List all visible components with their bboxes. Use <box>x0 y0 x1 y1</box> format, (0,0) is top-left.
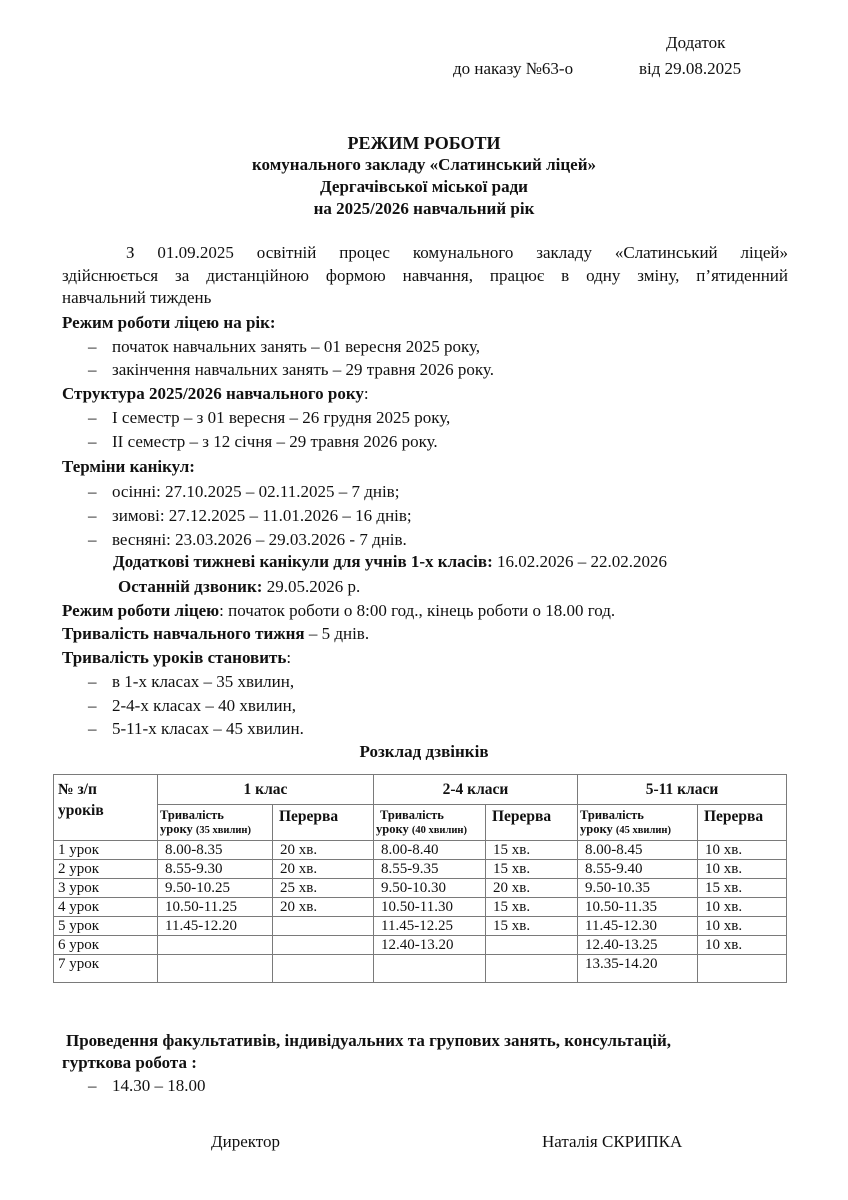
order-reference: до наказу №63-о <box>453 59 574 78</box>
group2-time-cell: 10.50-11.30 <box>374 898 486 917</box>
group3-break-cell: 10 хв. <box>698 841 787 860</box>
header-duration <box>374 805 486 841</box>
group3-break-cell: 10 хв. <box>698 917 787 936</box>
header-duration <box>158 805 273 841</box>
list-item <box>88 672 294 692</box>
group1-time-cell: 8.55-9.30 <box>158 860 273 879</box>
header-break: Перерва <box>486 805 578 841</box>
bell-schedule-title: Розклад дзвінків <box>359 742 489 761</box>
bell-schedule-table <box>53 774 787 983</box>
group3-time-cell: 9.50-10.35 <box>578 879 698 898</box>
group3-time-cell: 8.55-9.40 <box>578 860 698 879</box>
dash-bullet-icon: – <box>88 719 97 738</box>
electives-heading-line2: гурткова робота : <box>62 1053 197 1072</box>
header-duration-note: (40 хвилин) <box>411 825 467 836</box>
table-row <box>54 841 787 860</box>
last-bell-line <box>118 577 360 597</box>
intro-paragraph <box>62 242 788 310</box>
week-length-value: – 5 днів. <box>304 624 370 643</box>
group2-time-cell: 9.50-10.30 <box>374 879 486 898</box>
lesson-length-heading-line <box>62 648 291 668</box>
dash-bullet-icon: – <box>88 432 97 451</box>
list-item-text: осінні: 27.10.2025 – 02.11.2025 – 7 днів; <box>112 482 400 501</box>
group3-time-cell: 8.00-8.45 <box>578 841 698 860</box>
group2-break-cell: 15 хв. <box>486 898 578 917</box>
dash-bullet-icon: – <box>88 360 97 379</box>
dash-bullet-icon: – <box>88 530 97 549</box>
header-duration-line1: Тривалість <box>580 808 644 822</box>
table-row <box>54 936 787 955</box>
list-item-text: І семестр – з 01 вересня – 26 грудня 2025 року, <box>112 408 451 427</box>
page-title: РЕЖИМ РОБОТИ <box>347 133 501 153</box>
list-item-text: весняні: 23.03.2026 – 29.03.2026 - 7 днів. <box>112 530 407 549</box>
dash-bullet-icon: – <box>88 672 97 691</box>
header-duration-line2: уроку <box>376 822 409 836</box>
list-item-text: 5-11-х класах – 45 хвилин. <box>112 719 304 738</box>
list-item-text: в 1-х класах – 35 хвилин, <box>112 672 295 691</box>
group2-time-cell: 11.45-12.25 <box>374 917 486 936</box>
group2-break-cell <box>486 936 578 955</box>
list-item <box>88 530 407 550</box>
list-item-text: початок навчальних занять – 01 вересня 2025 року, <box>112 337 481 356</box>
group3-break-cell: 15 хв. <box>698 879 787 898</box>
group1-time-cell: 8.00-8.35 <box>158 841 273 860</box>
group1-break-cell <box>273 917 374 936</box>
group1-time-cell: 9.50-10.25 <box>158 879 273 898</box>
lesson-length-heading-suffix: : <box>286 648 292 667</box>
group1-break-cell: 20 хв. <box>273 841 374 860</box>
week-length-label: Тривалість навчального тижня <box>62 624 305 643</box>
group1-break-cell <box>273 955 374 983</box>
header-duration-line1: Тривалість <box>160 808 224 822</box>
group1-time-cell: 10.50-11.25 <box>158 898 273 917</box>
intro-line-1: З 01.09.2025 освітній процес комунального закладу «Слатинський ліцей» <box>126 243 788 262</box>
dash-bullet-icon: – <box>88 506 97 525</box>
header-duration-note: (45 хвилин) <box>615 825 671 836</box>
group1-time-cell <box>158 955 273 983</box>
table-row <box>54 860 787 879</box>
list-item <box>88 719 304 739</box>
structure-heading-suffix: : <box>363 384 369 403</box>
header-lesson-number-line1: № з/п <box>58 781 97 798</box>
lesson-length-heading: Тривалість уроків становить <box>62 648 287 667</box>
lesson-number-cell: 1 урок <box>54 841 158 860</box>
work-hours-value: : початок роботи о 8:00 год., кінець роботи о 18.00 год. <box>219 601 616 620</box>
title-council: Дергачівської міської ради <box>320 177 528 196</box>
group2-break-cell: 20 хв. <box>486 879 578 898</box>
header-duration-note: (35 хвилин) <box>195 825 251 836</box>
holidays-heading: Терміни канікул: <box>62 457 195 476</box>
group2-break-cell: 15 хв. <box>486 917 578 936</box>
group3-break-cell: 10 хв. <box>698 898 787 917</box>
header-lesson-number-line2: уроків <box>58 802 104 819</box>
header-duration-line1: Тривалість <box>380 808 444 822</box>
order-date: від 29.08.2025 <box>639 59 742 78</box>
extra-holidays-label: Додаткові тижневі канікули для учнів 1-х класів: <box>113 552 493 571</box>
group3-time-cell: 13.35-14.20 <box>578 955 698 983</box>
group1-break-cell <box>273 936 374 955</box>
group3-time-cell: 12.40-13.25 <box>578 936 698 955</box>
group3-break-cell: 10 хв. <box>698 860 787 879</box>
group1-time-cell <box>158 936 273 955</box>
group2-break-cell <box>486 955 578 983</box>
list-item <box>88 360 494 380</box>
group3-break-cell: 10 хв. <box>698 936 787 955</box>
list-item-text: зимові: 27.12.2025 – 11.01.2026 – 16 днів; <box>112 506 412 525</box>
signature-name: Наталія СКРИПКА <box>542 1132 683 1151</box>
list-item <box>88 337 480 357</box>
header-duration-line2: уроку <box>580 822 613 836</box>
table-subheader-row <box>54 805 787 841</box>
group2-break-cell: 15 хв. <box>486 860 578 879</box>
lesson-number-cell: 3 урок <box>54 879 158 898</box>
signature-position: Директор <box>211 1132 280 1151</box>
extra-holidays-value: 16.02.2026 – 22.02.2026 <box>492 552 667 571</box>
week-length-line <box>62 624 369 644</box>
list-item <box>88 1076 206 1096</box>
header-break: Перерва <box>698 805 787 841</box>
dash-bullet-icon: – <box>88 1076 97 1095</box>
group1-break-cell: 20 хв. <box>273 860 374 879</box>
group2-time-cell: 8.55-9.35 <box>374 860 486 879</box>
group1-break-cell: 20 хв. <box>273 898 374 917</box>
table-row <box>54 879 787 898</box>
intro-line-2: здійснюється за дистанційною формою навчання, працює в одну зміну, п’ятиденний <box>62 265 788 285</box>
list-item <box>88 408 450 428</box>
structure-heading: Структура 2025/2026 навчального року <box>62 384 364 403</box>
list-item-text: закінчення навчальних занять – 29 травня 2026 року. <box>112 360 494 379</box>
list-item-text: 2-4-х класах – 40 хвилин, <box>112 696 296 715</box>
dash-bullet-icon: – <box>88 337 97 356</box>
group1-break-cell: 25 хв. <box>273 879 374 898</box>
table-row <box>54 917 787 936</box>
last-bell-value: 29.05.2026 р. <box>262 577 361 596</box>
table-header-row <box>54 775 787 805</box>
dash-bullet-icon: – <box>88 408 97 427</box>
lesson-number-cell: 7 урок <box>54 955 158 983</box>
list-item <box>88 482 399 502</box>
header-break: Перерва <box>273 805 374 841</box>
header-duration-line2: уроку <box>160 822 193 836</box>
header-group-1: 1 клас <box>158 775 374 805</box>
group2-time-cell <box>374 955 486 983</box>
title-year: на 2025/2026 навчальний рік <box>313 199 535 218</box>
list-item-text: 14.30 – 18.00 <box>112 1076 206 1095</box>
group2-time-cell: 12.40-13.20 <box>374 936 486 955</box>
group1-time-cell: 11.45-12.20 <box>158 917 273 936</box>
group2-break-cell: 15 хв. <box>486 841 578 860</box>
header-duration <box>578 805 698 841</box>
group3-time-cell: 11.45-12.30 <box>578 917 698 936</box>
lesson-number-cell: 2 урок <box>54 860 158 879</box>
lesson-number-cell: 4 урок <box>54 898 158 917</box>
header-lesson-number <box>54 775 158 841</box>
year-mode-heading: Режим роботи ліцею на рік: <box>62 313 276 332</box>
work-hours-line <box>62 601 615 621</box>
work-hours-label: Режим роботи ліцею <box>62 601 220 620</box>
structure-heading-line <box>62 384 369 404</box>
dash-bullet-icon: – <box>88 696 97 715</box>
title-institution: комунального закладу «Слатинський ліцей» <box>251 155 597 174</box>
table-row <box>54 955 787 983</box>
header-group-2: 2-4 класи <box>374 775 578 805</box>
table-row <box>54 898 787 917</box>
dash-bullet-icon: – <box>88 482 97 501</box>
header-group-3: 5-11 класи <box>578 775 787 805</box>
group2-time-cell: 8.00-8.40 <box>374 841 486 860</box>
list-item <box>88 506 412 526</box>
electives-heading-line1: Проведення факультативів, індивідуальних та групових занять, консультацій, <box>66 1031 672 1050</box>
list-item <box>88 696 296 716</box>
extra-holidays-line <box>113 552 667 572</box>
list-item <box>88 432 438 452</box>
lesson-number-cell: 6 урок <box>54 936 158 955</box>
group3-break-cell <box>698 955 787 983</box>
appendix-label: Додаток <box>666 33 726 52</box>
group3-time-cell: 10.50-11.35 <box>578 898 698 917</box>
last-bell-label: Останній дзвоник: <box>118 577 263 596</box>
intro-line-3: навчальний тиждень <box>62 288 212 307</box>
list-item-text: ІІ семестр – з 12 січня – 29 травня 2026 року. <box>112 432 438 451</box>
lesson-number-cell: 5 урок <box>54 917 158 936</box>
